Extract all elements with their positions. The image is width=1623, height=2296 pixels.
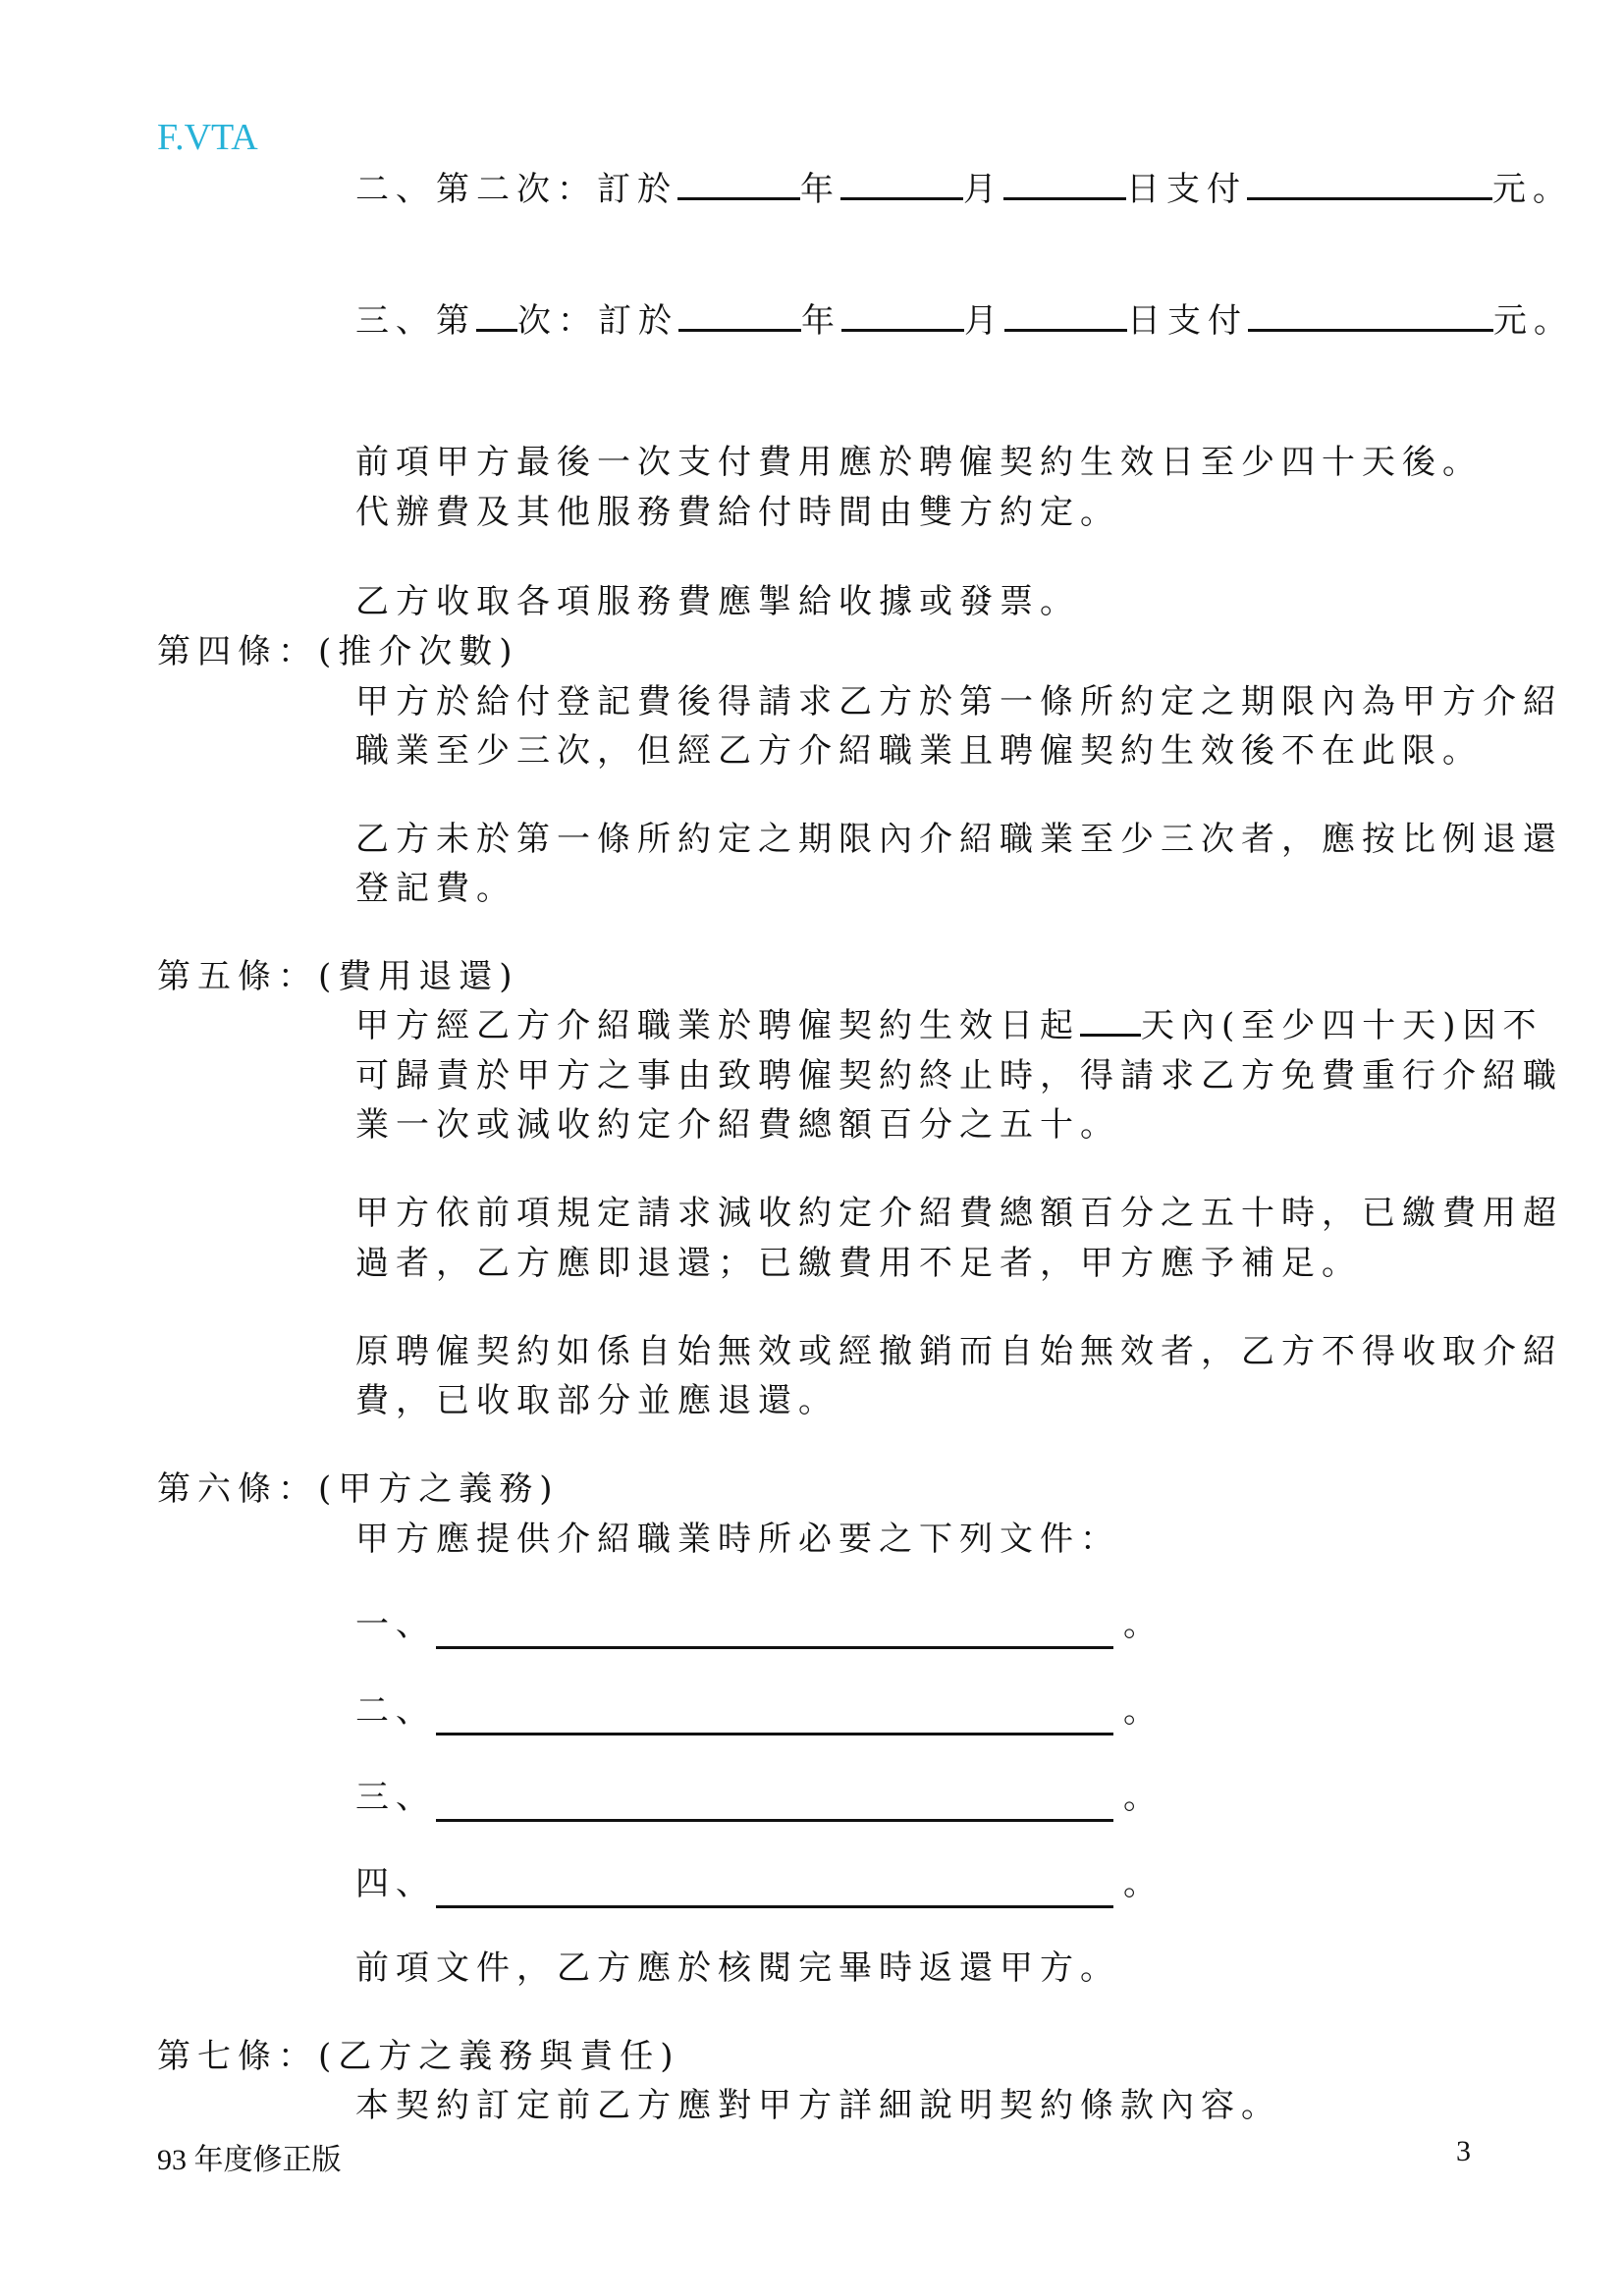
document-item-blank (436, 1617, 1113, 1649)
article-4-para: 職業至少三次，但經乙方介紹職業且聘僱契約生效後不在此限。 (355, 731, 1483, 771)
article-5-para: 費，已收取部分並應退還。 (355, 1381, 839, 1420)
article-5-para: 甲方依前項規定請求減收約定介紹費總額百分之五十時，已繳費用超 (355, 1194, 1563, 1233)
blank-month (841, 299, 964, 332)
article-4-para: 甲方於給付登記費後得請求乙方於第一條所約定之期限內為甲方介紹 (355, 682, 1563, 721)
article-5-para: 原聘僱契約如係自始無效或經撤銷而自始無效者，乙方不得收取介紹 (355, 1332, 1563, 1371)
page-number: 3 (1456, 2135, 1471, 2167)
document-item-2: 二、 。 (355, 1686, 1163, 1735)
document-item-blank (436, 1876, 1113, 1908)
blank-amount (1248, 299, 1493, 332)
article-6-intro: 甲方應提供介紹職業時所必要之下列文件： (355, 1520, 1120, 1559)
blank-count (476, 299, 517, 332)
document-item-1: 一、 。 (355, 1600, 1163, 1649)
document-item-blank (436, 1703, 1113, 1735)
article-5-para: 可歸責於甲方之事由致聘僱契約終止時，得請求乙方免費重行介紹職 (355, 1056, 1563, 1095)
article-5-title: 第五條：(費用退還) (157, 957, 519, 996)
blank-year (678, 299, 801, 332)
document-item-blank (436, 1789, 1113, 1822)
blank-day (1004, 299, 1127, 332)
article-4-para: 登記費。 (355, 869, 516, 908)
fvta-logo: F.VTA (157, 117, 258, 158)
document-item-4: 四、 。 (355, 1859, 1163, 1908)
blank-days (1080, 1004, 1141, 1037)
document-item-3: 三、 。 (355, 1773, 1163, 1822)
payment-second-line: 二、第二次：訂於 年 月 日支付 元。 (355, 170, 1573, 209)
note-last-payment: 前項甲方最後一次支付費用應於聘僱契約生效日至少四十天後。 (355, 443, 1483, 482)
article-4-title: 第四條：(推介次數) (157, 632, 519, 671)
article-7-para: 本契約訂定前乙方應對甲方詳細說明契約條款內容。 (355, 2086, 1281, 2125)
blank-amount (1247, 168, 1492, 200)
blank-day (1003, 168, 1126, 200)
article-4-para: 乙方未於第一條所約定之期限內介紹職業至少三次者，應按比例退還 (355, 820, 1563, 859)
article-5-para: 業一次或減收約定介紹費總額百分之五十。 (355, 1105, 1120, 1145)
article-5-para: 過者，乙方應即退還；已繳費用不足者，甲方應予補足。 (355, 1244, 1362, 1283)
blank-year (677, 168, 800, 200)
article-5-para: 甲方經乙方介紹職業於聘僱契約生效日起 天內(至少四十天)因不 (355, 1006, 1543, 1045)
note-receipt: 乙方收取各項服務費應掣給收據或發票。 (355, 582, 1080, 621)
article-6-title: 第六條：(甲方之義務) (157, 1469, 560, 1509)
article-7-title: 第七條：(乙方之義務與責任) (157, 2037, 680, 2076)
footer-version: 93 年度修正版 (157, 2144, 342, 2176)
article-6-closing: 前項文件，乙方應於核閱完畢時返還甲方。 (355, 1949, 1120, 1988)
blank-month (840, 168, 963, 200)
payment-third-line: 三、第 次：訂於 年 月 日支付 元。 (355, 301, 1574, 341)
note-service-fee-time: 代辦費及其他服務費給付時間由雙方約定。 (355, 493, 1120, 532)
